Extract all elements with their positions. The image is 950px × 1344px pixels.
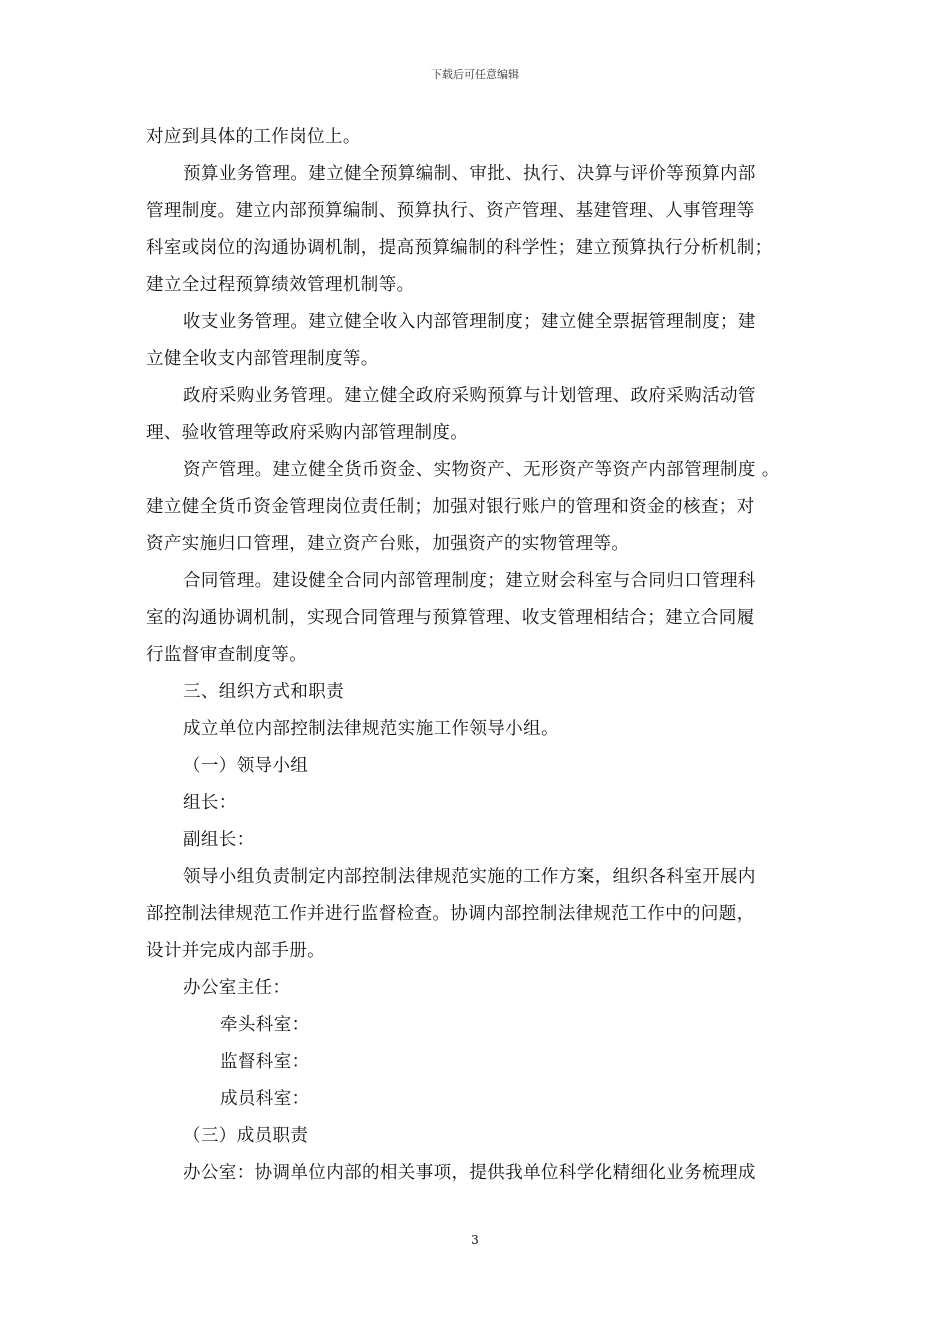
paragraph-contract-line-2: 室的沟通协调机制，实现合同管理与预算管理、收支管理相结合；建立合同履 (146, 608, 755, 628)
page-number: 3 (471, 1233, 479, 1247)
paragraph-budget-line-3: 科室或岗位的沟通协调机制，提高预算编制的科学性；建立预算执行分析机制； (146, 238, 773, 258)
paragraph-office-duties: 办公室：协调单位内部的相关事项，提供我单位科学化精细化业务梳理成 (183, 1163, 756, 1183)
paragraph-budget-line-4: 建立全过程预算绩效管理机制等。 (146, 275, 415, 295)
subsection-heading-leadership: （一）领导小组 (183, 756, 309, 776)
field-leader: 组长： (183, 793, 237, 813)
document-body (146, 119, 816, 1192)
paragraph-assets-line-2: 建立健全货币资金管理岗位责任制；加强对银行账户的管理和资金的核查；对 (146, 497, 755, 517)
paragraph-establish: 成立单位内部控制法律规范实施工作领导小组。 (183, 719, 559, 739)
field-office-director: 办公室主任： (183, 978, 291, 998)
body-line: 对应到具体的工作岗位上。 (146, 127, 361, 147)
paragraph-procurement-line-2: 理、验收管理等政府采购内部管理制度。 (146, 423, 469, 443)
paragraph-procurement-line-1: 政府采购业务管理。建立健全政府采购预算与计划管理、政府采购活动管 (183, 386, 756, 406)
field-deputy-leader: 副组长： (183, 830, 255, 850)
paragraph-contract-line-1: 合同管理。建设健全合同内部管理制度；建立财会科室与合同归口管理科 (183, 571, 756, 591)
paragraph-revenue-line-2: 立健全收支内部管理制度等。 (146, 349, 379, 369)
page-header: 下载后可任意编辑 (431, 68, 519, 81)
paragraph-leadership-line-1: 领导小组负责制定内部控制法律规范实施的工作方案，组织各科室开展内 (183, 867, 756, 887)
subsection-heading-duties: （三）成员职责 (183, 1126, 309, 1146)
paragraph-assets-line-1: 资产管理。建立健全货币资金、实物资产、无形资产等资产内部管理制度 。 (183, 460, 780, 480)
paragraph-assets-line-3: 资产实施归口管理，建立资产台账，加强资产的实物管理等。 (146, 534, 630, 554)
section-heading: 三、组织方式和职责 (183, 682, 345, 702)
field-lead-department: 牵头科室： (220, 1015, 310, 1035)
paragraph-budget-line-2: 管理制度。建立内部预算编制、预算执行、资产管理、基建管理、人事管理等 (146, 201, 755, 221)
field-member-departments: 成员科室： (220, 1089, 310, 1109)
paragraph-leadership-line-2: 部控制法律规范工作并进行监督检查。协调内部控制法律规范工作中的问题， (146, 904, 755, 924)
paragraph-contract-line-3: 行监督审查制度等。 (146, 645, 308, 665)
paragraph-leadership-line-3: 设计并完成内部手册。 (146, 941, 325, 961)
paragraph-budget-line-1: 预算业务管理。建立健全预算编制、审批、执行、决算与评价等预算内部 (183, 164, 756, 184)
field-supervision-department: 监督科室： (220, 1052, 310, 1072)
paragraph-revenue-line-1: 收支业务管理。建立健全收入内部管理制度；建立健全票据管理制度；建 (183, 312, 756, 332)
